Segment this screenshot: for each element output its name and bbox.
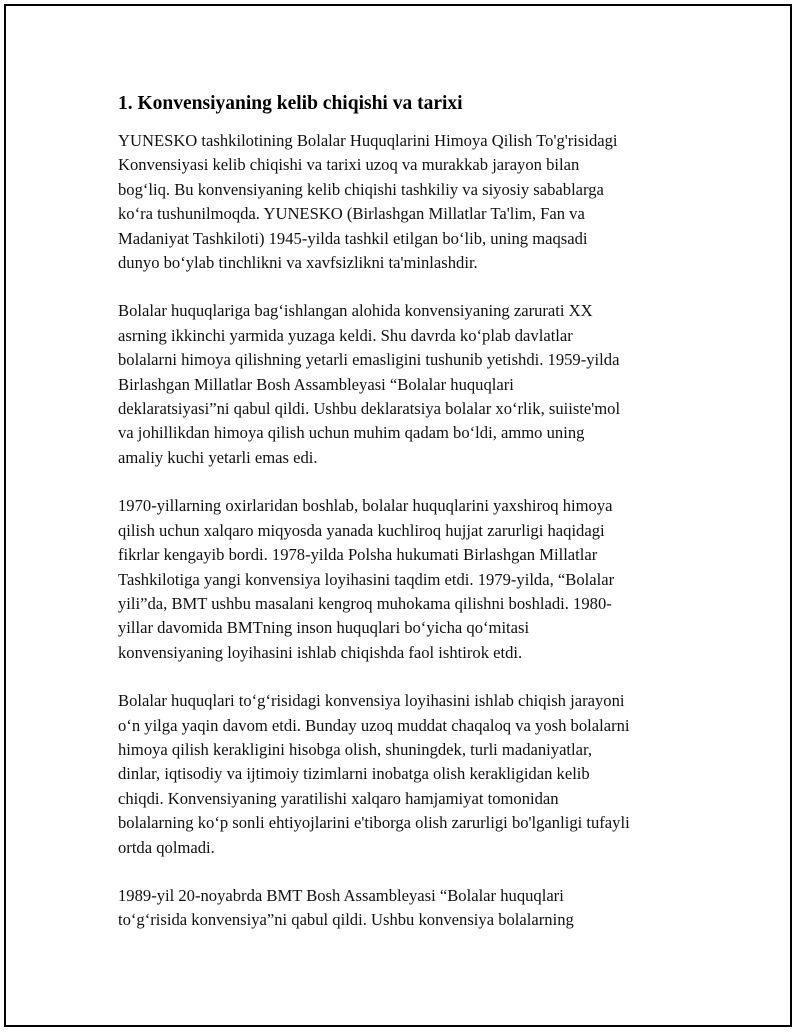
- paragraph: [118, 129, 708, 275]
- text-line: himoya qilish kerakligini hisobga olish, shuningdek, turli madaniyatlar,: [118, 739, 593, 759]
- text-line: bog‘liq. Bu konvensiyaning kelib chiqishi tashkiliy va siyosiy sabablarga: [118, 179, 604, 199]
- text-line: bolalarning ko‘p sonli ehtiyojlarini e'tiborga olish zarurligi bo'lganligi tufayli: [118, 813, 630, 833]
- paragraph: [118, 299, 708, 470]
- text-line: dinlar, iqtisodiy va ijtimoiy tizimlarni inobatga olish kerakligidan kelib: [118, 764, 590, 784]
- text-line: YUNESKO tashkilotining Bolalar Huquqlarini Himoya Qilish To'g'risidagi: [118, 131, 618, 150]
- paragraph: [118, 494, 708, 665]
- text-line: qilish uchun xalqaro miqyosda yanada kuchliroq hujjat zarurligi haqidagi: [118, 520, 605, 540]
- text-line: Konvensiyasi kelib chiqishi va tarixi uzoq va murakkab jarayon bilan: [118, 155, 580, 175]
- text-line: amaliy kuchi yetarli emas edi.: [118, 447, 318, 467]
- text-line: konvensiyaning loyihasini ishlab chiqishda faol ishtirok etdi.: [118, 642, 523, 662]
- text-line: ortda qolmadi.: [118, 837, 215, 857]
- text-line: asrning ikkinchi yarmida yuzaga keldi. Shu davrda ko‘plab davlatlar: [118, 325, 573, 345]
- paragraph: [118, 884, 708, 933]
- text-line: yillar davomida BMTning inson huquqlari bo‘yicha qo‘mitasi: [118, 618, 530, 638]
- text-line: 1970-yillarning oxirlaridan boshlab, bolalar huquqlarini yaxshiroq himoya: [118, 496, 613, 516]
- text-line: Tashkilotiga yangi konvensiya loyihasini taqdim etdi. 1979-yilda, “Bolalar: [118, 569, 615, 589]
- document-body: [118, 91, 708, 957]
- text-line: Bolalar huquqlariga bag‘ishlangan alohida konvensiyaning zarurati XX: [118, 301, 593, 321]
- text-line: va johillikdan himoya qilish uchun muhim qadam bo‘ldi, ammo uning: [118, 423, 585, 443]
- text-line: dunyo bo‘ylab tinchlikni va xavfsizlikni ta'minlashdir.: [118, 253, 478, 273]
- text-line: yili”da, BMT ushbu masalani kengroq muhokama qilishni boshladi. 1980-: [118, 593, 612, 613]
- section-heading: 1. Konvensiyaning kelib chiqishi va tarixi: [118, 93, 463, 114]
- text-line: chiqdi. Konvensiyaning yaratilishi xalqaro hamjamiyat tomonidan: [118, 788, 559, 808]
- text-line: ko‘ra tushunilmoqda. YUNESKO (Birlashgan Millatlar Ta'lim, Fan va: [118, 204, 585, 224]
- text-line: 1989-yil 20-noyabrda BMT Bosh Assambleyasi “Bolalar huquqlari: [118, 885, 564, 905]
- text-line: to‘g‘risida konvensiya”ni qabul qildi. Ushbu konvensiya bolalarning: [118, 910, 574, 930]
- text-line: bolalarni himoya qilishning yetarli emasligini tushunib yetishdi. 1959-yilda: [118, 350, 620, 370]
- paragraph: [118, 689, 708, 860]
- text-line: o‘n yilga yaqin davom etdi. Bunday uzoq muddat chaqaloq va yosh bolalarni: [118, 715, 630, 735]
- text-line: fikrlar kengayib bordi. 1978-yilda Polsha hukumati Birlashgan Millatlar: [118, 545, 598, 565]
- text-line: Bolalar huquqlari to‘g‘risidagi konvensiya loyihasini ishlab chiqish jarayoni: [118, 691, 625, 711]
- text-line: deklaratsiyasi”ni qabul qildi. Ushbu deklaratsiya bolalar xo‘rlik, suiiste'mol: [118, 399, 621, 419]
- text-line: Madaniyat Tashkiloti) 1945-yilda tashkil etilgan bo‘lib, uning maqsadi: [118, 228, 588, 248]
- text-line: Birlashgan Millatlar Bosh Assambleyasi “Bolalar huquqlari: [118, 374, 514, 394]
